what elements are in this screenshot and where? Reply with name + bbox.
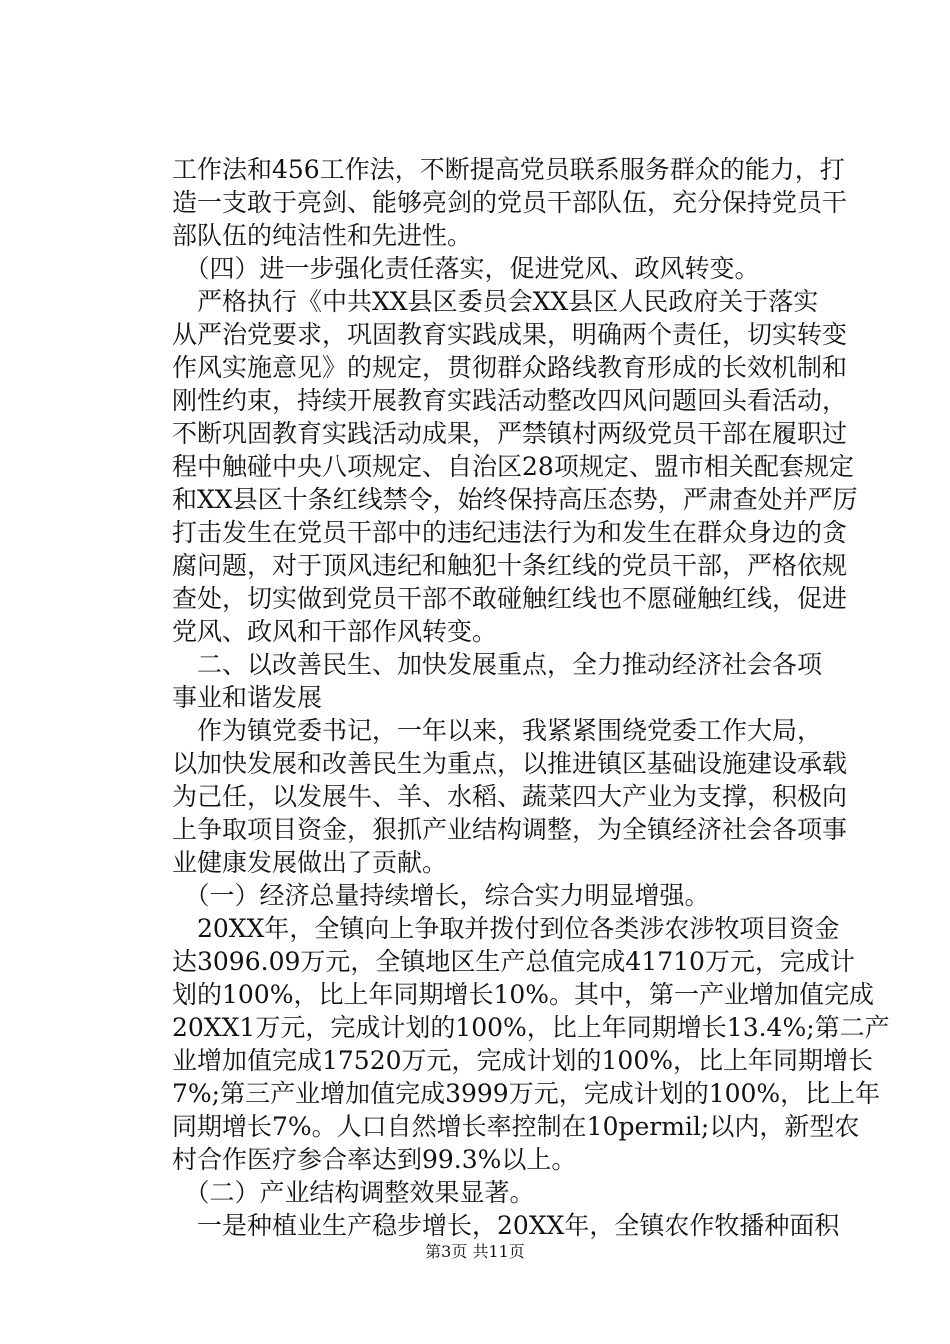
section-heading: （一）经济总量持续增长，综合实力明显增强。 xyxy=(172,881,710,910)
page-number-footer: 第3页 共11页 xyxy=(425,1242,525,1261)
text-line: 从严治党要求，巩固教育实践成果，明确两个责任，切实转变 xyxy=(172,320,848,349)
text-line: 刚性约束，持续开展教育实践活动整改四风问题回头看活动， xyxy=(172,386,848,415)
text-line: 上争取项目资金，狠抓产业结构调整，为全镇经济社会各项事 xyxy=(172,815,848,844)
text-line: 作风实施意见》的规定，贯彻群众路线教育形成的长效机制和 xyxy=(172,353,848,382)
text-line: 严格执行《中共XX县区委员会XX县区人民政府关于落实 xyxy=(172,287,819,316)
text-line: 同期增长7%。人口自然增长率控制在10permil;以内，新型农 xyxy=(172,1112,860,1141)
text-line: 业增加值完成17520万元，完成计划的100%，比上年同期增长 xyxy=(172,1046,874,1075)
text-line: 达3096.09万元，全镇地区生产总值完成41710万元，完成计 xyxy=(172,947,855,976)
section-heading: （四）进一步强化责任落实，促进党风、政风转变。 xyxy=(172,254,760,283)
text-line: 和XX县区十条红线禁令，始终保持高压态势，严肃查处并严厉 xyxy=(172,485,858,514)
text-line: 7%;第三产业增加值完成3999万元，完成计划的100%，比上年 xyxy=(172,1079,881,1108)
text-line: 20XX年，全镇向上争取并拨付到位各类涉农涉牧项目资金 xyxy=(172,914,840,943)
section-heading: 事业和谐发展 xyxy=(172,683,323,712)
body-text xyxy=(172,153,890,1242)
text-line: 一是种植业生产稳步增长，20XX年，全镇农作牧播种面积 xyxy=(172,1211,840,1240)
text-line: 腐问题，对于顶风违纪和触犯十条红线的党员干部，严格依规 xyxy=(172,551,848,580)
text-line: 20XX1万元，完成计划的100%，比上年同期增长13.4%;第二产 xyxy=(172,1013,890,1042)
text-line: 程中触碰中央八项规定、自治区28项规定、盟市相关配套规定 xyxy=(172,452,854,481)
text-line: 为己任，以发展牛、羊、水稻、蔬菜四大产业为支撑，积极向 xyxy=(172,782,848,811)
text-line: 造一支敢于亮剑、能够亮剑的党员干部队伍，充分保持党员干 xyxy=(172,188,848,217)
section-heading: （二）产业结构调整效果显著。 xyxy=(172,1178,535,1207)
text-line: 以加快发展和改善民生为重点，以推进镇区基础设施建设承载 xyxy=(172,749,848,778)
text-line: 工作法和456工作法，不断提高党员联系服务群众的能力，打 xyxy=(172,155,845,184)
text-line: 打击发生在党员干部中的违纪违法行为和发生在群众身边的贪 xyxy=(172,518,848,547)
text-line: 划的100%，比上年同期增长10%。其中，第一产业增加值完成 xyxy=(172,980,875,1009)
text-line: 村合作医疗参合率达到99.3%以上。 xyxy=(172,1145,577,1174)
text-line: 部队伍的纯洁性和先进性。 xyxy=(172,221,473,250)
text-line: 不断巩固教育实践活动成果，严禁镇村两级党员干部在履职过 xyxy=(172,419,848,448)
text-line: 作为镇党委书记，一年以来，我紧紧围绕党委工作大局， xyxy=(172,716,823,745)
section-heading: 二、以改善民生、加快发展重点，全力推动经济社会各项 xyxy=(172,650,823,679)
text-line: 查处，切实做到党员干部不敢碰触红线也不愿碰触红线，促进 xyxy=(172,584,848,613)
text-line: 业健康发展做出了贡献。 xyxy=(172,848,448,877)
text-line: 党风、政风和干部作风转变。 xyxy=(172,617,498,646)
